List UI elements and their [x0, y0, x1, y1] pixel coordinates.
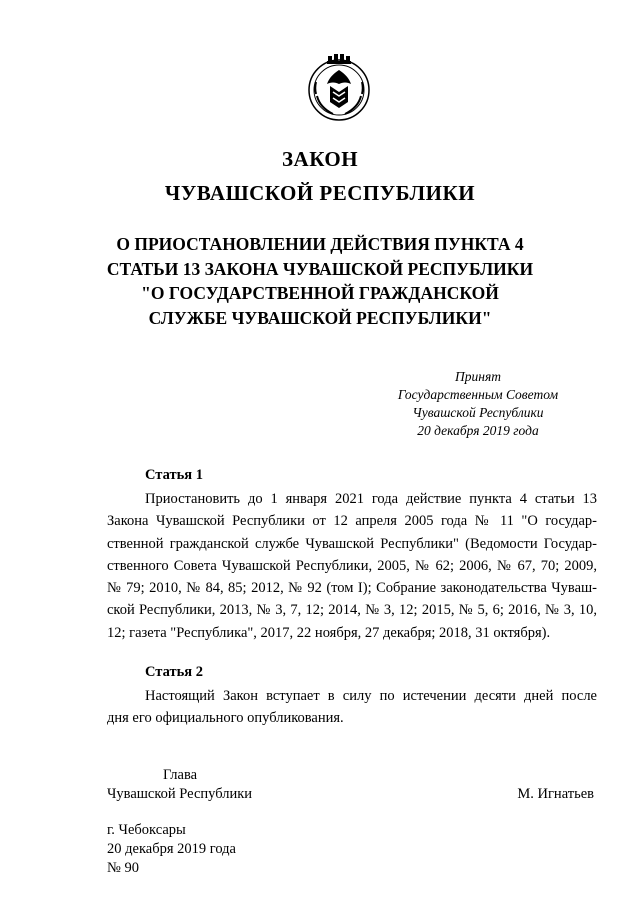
- article-2-text: [107, 685, 597, 730]
- city: г. Чебоксары: [107, 822, 186, 838]
- signing-date: 20 декабря 2019 года: [107, 841, 236, 857]
- adoption-date: 20 декабря 2019 года: [417, 423, 539, 438]
- document-type-heading: ЗАКОН: [281, 147, 359, 171]
- adoption-line: Государственным Советом: [397, 387, 559, 402]
- subject-line: О ПРИОСТАНОВЛЕНИИ ДЕЙСТВИЯ ПУНКТА 4: [116, 234, 524, 254]
- adoption-line: Чувашской Республики: [412, 405, 544, 420]
- law-subject-title: [0, 232, 640, 331]
- text-line: Настоящий Закон вступает в силу по истечении десяти дней после: [145, 688, 597, 704]
- republic-heading: ЧУВАШСКОЙ РЕСПУБЛИКИ: [164, 181, 476, 205]
- text-line: Приостановить до 1 января 2021 года действие пункта 4 статьи 13: [145, 491, 597, 507]
- signatory-name: М. Игнатьев: [517, 786, 594, 802]
- signatory-position: Глава: [163, 767, 198, 783]
- text-line: ской Республики, 2013, № 3, 7, 12; 2014, № 3, 12; 2015, № 5, 6; 2016, № 3, 10,: [107, 602, 597, 619]
- subject-line: "О ГОСУДАРСТВЕННОЙ ГРАЖДАНСКОЙ: [141, 283, 499, 304]
- coat-of-arms-emblem-icon: [303, 52, 375, 124]
- text-line: дня его официального опубликования.: [107, 710, 344, 727]
- adoption-line: Принят: [455, 369, 501, 384]
- subject-line: СТАТЬИ 13 ЗАКОНА ЧУВАШСКОЙ РЕСПУБЛИКИ: [106, 258, 534, 279]
- text-line: Закона Чувашской Республики от 12 апреля 2005 года № 11 "О государ-: [107, 513, 597, 530]
- law-number: № 90: [107, 860, 139, 876]
- text-line: № 79; 2010, № 84, 85; 2012, № 92 (том I); Собрание законодательства Чуваш-: [107, 580, 597, 597]
- signatory-position-republic: Чувашской Республики: [107, 786, 253, 802]
- subject-line: СЛУЖБЕ ЧУВАШСКОЙ РЕСПУБЛИКИ": [148, 308, 492, 329]
- article-2-title: Статья 2: [145, 664, 203, 680]
- adoption-note: [368, 368, 588, 440]
- text-line: ственного Совета Чувашской Республики, 2005, № 62; 2006, № 67, 70; 2009,: [107, 557, 597, 574]
- article-1-text: [107, 488, 597, 644]
- text-line: 12; газета "Республика", 2017, 22 ноября, 27 декабря; 2018, 31 октября).: [107, 624, 551, 641]
- text-line: ственной гражданской службе Чувашской Республики" (Ведомости Государ-: [107, 535, 597, 552]
- article-1-title: Статья 1: [145, 467, 203, 483]
- place-and-date: [107, 821, 236, 878]
